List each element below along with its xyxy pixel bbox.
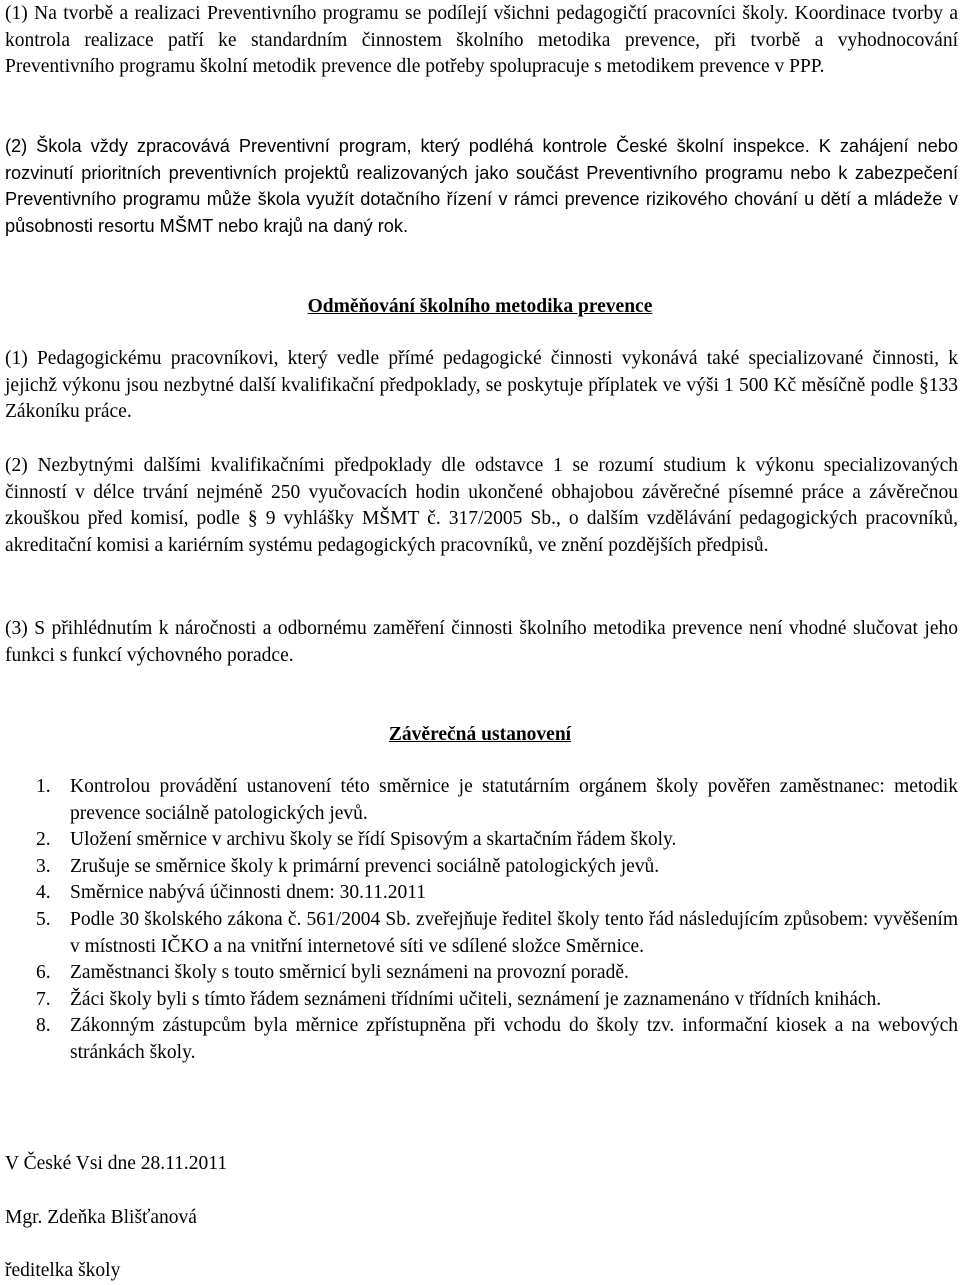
list-item-number: 7.	[36, 988, 51, 1010]
intro-paragraph-2: (2) Škola vždy zpracovává Preventivní program, který podléhá kontrole České školní inspekce. K zahájení nebo rozvinutí prioritních preventivních projektů realizovaných jako součást Preventivního programu nebo k zabezpečení Preventivního programu může škola využít dotačního řízení v rámci prevence rizikového chování u dětí a mládeže v působnosti resortu MŠMT nebo krajů na daný rok.	[5, 136, 958, 236]
list-item-number: 6.	[36, 962, 51, 984]
reward-paragraph-1: (1) Pedagogickému pracovníkovi, který vedle přímé pedagogické činnosti vykonává také specializované činnosti, k jejichž výkonu jsou nezbytné další kvalifikační předpoklady, se poskytuje příplatek ve výši 1 500 Kč měsíčně podle §133 Zákoníku práce.	[5, 348, 958, 423]
list-item-number: 5.	[36, 908, 51, 930]
list-item	[0, 827, 960, 854]
list-item-text: Uložení směrnice v archivu školy se řídí Spisovým a skartačním řádem školy.	[70, 829, 677, 851]
final-provisions-list	[0, 774, 960, 1067]
list-item	[0, 987, 960, 1014]
list-item-text: Zaměstnanci školy s touto směrnicí byli seznámeni na provozní poradě.	[70, 962, 629, 984]
list-item	[0, 960, 960, 987]
section-heading-final: Závěrečná ustanovení	[388, 724, 572, 745]
list-item-number: 1.	[36, 776, 51, 797]
list-item	[0, 1013, 960, 1066]
list-item	[0, 854, 960, 881]
list-item-text: Směrnice nabývá účinnosti dnem: 30.11.2011	[70, 882, 426, 904]
list-item-text: Žáci školy byli s tímto řádem seznámeni třídními učiteli, seznámení je zaznamenáno v třídních knihách.	[70, 988, 882, 1010]
list-item-text: Kontrolou provádění ustanovení této směrnice je statutárním orgánem školy pověřen zaměstnanec: metodik prevence sociálně patologických jevů.	[70, 776, 958, 824]
list-item-number: 8.	[36, 1015, 51, 1037]
list-item-number: 4.	[36, 882, 51, 904]
section-heading-reward: Odměňování školního metodika prevence	[307, 296, 653, 317]
reward-paragraph-3: (3) S přihlédnutím k náročnosti a odbornému zaměření činnosti školního metodika prevence není vhodné slučovat jeho funkci s funkcí výchovného poradce.	[5, 618, 958, 666]
list-item	[0, 907, 960, 960]
list-item	[0, 880, 960, 907]
list-item-text: Podle 30 školského zákona č. 561/2004 Sb. zveřejňuje ředitel školy tento řád následujícím způsobem: vyvěšením v místnosti IČKO a na vnitřní internetové síti ve sdílené složce Směrnice.	[70, 908, 958, 957]
signature-name: Mgr. Zdeňka Blišťanová	[5, 1207, 197, 1228]
signature-place-date: V České Vsi dne 28.11.2011	[5, 1153, 228, 1174]
list-item-number: 3.	[36, 855, 51, 877]
signature-role: ředitelka školy	[5, 1260, 121, 1281]
list-item-number: 2.	[36, 829, 51, 851]
list-item-text: Zákonným zástupcům byla měrnice zpřístupněna při vchodu do školy tzv. informační kiosek a na webových stránkách školy.	[70, 1015, 958, 1063]
list-item-text: Zrušuje se směrnice školy k primární prevenci sociálně patologických jevů.	[70, 855, 660, 877]
intro-paragraph-1: (1) Na tvorbě a realizaci Preventivního programu se podílejí všichni pedagogičtí pracovníci školy. Koordinace tvorby a kontrola realizace patří ke standardním činnostem školního metodika prevence, při tvorbě a vyhodnocování Preventivního programu školní metodik prevence dle potřeby spolupracuje s metodikem prevence v PPP.	[5, 3, 958, 78]
list-item	[0, 774, 960, 827]
reward-paragraph-2: (2) Nezbytnými dalšími kvalifikačními předpoklady dle odstavce 1 se rozumí studium k výkonu specializovaných činností v délce trvání nejméně 250 vyučovacích hodin ukončené obhajobou závěrečné písemné práce a závěrečnou zkouškou před komisí, podle § 9 vyhlášky MŠMT č. 317/2005 Sb., o dalším vzdělávání pedagogických pracovníků, akreditační komisi a kariérním systému pedagogických pracovníků, ve znění pozdějších předpisů.	[5, 455, 958, 556]
